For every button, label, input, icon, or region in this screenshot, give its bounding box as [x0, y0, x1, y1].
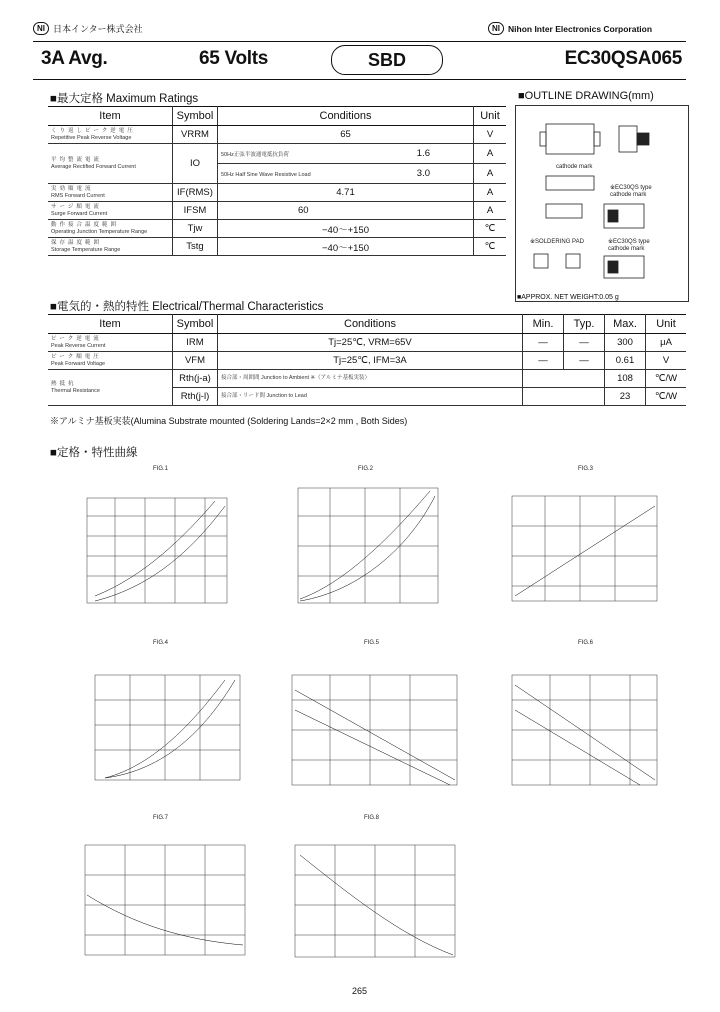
- fig-3: FIG.3: [490, 466, 675, 616]
- device-type-badge: SBD: [331, 45, 443, 75]
- cathode-mark-label: cathode mark: [608, 246, 645, 252]
- table-row: Rth(j-l) 接合部・リード間 Junction to Lead 23 ℃/W: [48, 388, 686, 406]
- fig-2-plot: [270, 466, 455, 616]
- table-row: サージ順電流 Surge Forward Current IFSM 60 A: [48, 202, 506, 220]
- table-row: 50Hz Half Sine Wave Resistive Load 3.0 A: [48, 164, 506, 184]
- max-ratings-table: [48, 106, 506, 256]
- alumina-note: ※アルミナ基板実装(Alumina Substrate mounted (Soldering Lands=2×2 mm , Both Sides): [50, 416, 408, 426]
- outline-heading: ■OUTLINE DRAWING(mm): [518, 90, 654, 102]
- col-item: Item: [48, 107, 173, 126]
- fig-3-plot: [490, 466, 675, 616]
- electrical-heading: ■電気的・熱的特性 Electrical/Thermal Characteristics: [50, 301, 324, 313]
- fig-6: FIG.6: [490, 640, 675, 800]
- fig-8: FIG.8: [270, 815, 460, 975]
- col-symbol: Symbol: [173, 107, 218, 126]
- right-company-name: Nihon Inter Electronics Corporation: [508, 23, 653, 34]
- fig-5: FIG.5: [270, 640, 460, 800]
- electrical-table: Item Symbol Conditions Min. Typ. Max. Unit ピーク逆電流 Peak Reverse Current IRM Tj=25℃, VRM=65V — — 300 μA ピーク順電圧 Peak Forward Voltage VFM Tj=25℃, IFM=3A — — 0.61 V 熱抵抗 Thermal Resistance Rth(j-a) 接合部・周囲間 Junction to Ambient ※（アルミナ基板実装） 108 ℃/W Rth(j-l) 接合部・リード間 Junction to Lead 23 ℃/W: [48, 314, 686, 406]
- fig-2: FIG.2: [270, 466, 455, 616]
- fig-4: FIG.4: [65, 640, 250, 800]
- ec30qs-type-label: ※EC30QS type: [608, 239, 650, 245]
- net-weight: ■APPROX. NET WEIGHT:0.05 g: [517, 294, 619, 301]
- ec30qs-type-label: ※EC30QS type: [610, 185, 652, 191]
- fig-7-plot: [65, 815, 250, 975]
- col-unit: Unit: [474, 107, 507, 126]
- table-row: 熱抵抗 Thermal Resistance Rth(j-a) 接合部・周囲間 Junction to Ambient ※（アルミナ基板実装） 108 ℃/W: [48, 370, 686, 388]
- table-row: ピーク逆電流 Peak Reverse Current IRM Tj=25℃, VRM=65V — — 300 μA: [48, 334, 686, 352]
- soldering-pad-label: ※SOLDERING PAD: [530, 239, 584, 245]
- cathode-mark-label: cathode mark: [610, 192, 647, 198]
- table-row: 保存温度範囲 Storage Temperature Range Tstg −40〜+150 ℃: [48, 238, 506, 256]
- part-number: EC30QSA065: [564, 48, 682, 69]
- col-conditions: Conditions: [218, 107, 474, 126]
- fig-7: FIG.7: [65, 815, 250, 975]
- fig-5-plot: [270, 640, 460, 800]
- fig-8-plot: [270, 815, 460, 975]
- table-row: くり返しピーク逆電圧 Repetitive Peak Reverse Voltage VRRM 65 V: [48, 126, 506, 144]
- left-company-name: 日本インター株式会社: [53, 24, 143, 34]
- ni-logo-icon: NI: [33, 22, 49, 35]
- table-row: 実効順電流 RMS Forward Current IF(RMS) 4.71 A: [48, 184, 506, 202]
- package-drawing: [516, 106, 688, 301]
- ni-logo-icon: NI: [488, 22, 504, 35]
- table-row: ピーク順電圧 Peak Forward Voltage VFM Tj=25℃, IFM=3A — — 0.61 V: [48, 352, 686, 370]
- cathode-mark-label: cathode mark: [556, 164, 593, 170]
- table-row: 平均整流電流 Average Rectified Forward Current IO 50Hz正弦半波通電抵抗負荷 1.6 A: [48, 144, 506, 164]
- fig-1-plot: [65, 466, 250, 616]
- left-logo: [33, 22, 143, 35]
- curves-heading: ■定格・特性曲線: [50, 447, 138, 459]
- outline-drawing: [515, 105, 689, 302]
- fig-6-plot: [490, 640, 675, 800]
- voltage-rating: 65 Volts: [199, 48, 269, 69]
- page-number: 265: [352, 986, 368, 996]
- title-bar: [33, 41, 686, 80]
- fig-1: FIG.1: [65, 466, 250, 616]
- fig-4-plot: [65, 640, 250, 800]
- max-ratings-heading: ■最大定格 Maximum Ratings: [50, 93, 199, 105]
- table-row: 動作接合温度範囲 Operating Junction Temperature Range Tjw −40〜+150 ℃: [48, 220, 506, 238]
- current-rating: 3A Avg.: [41, 48, 108, 69]
- right-logo: [488, 22, 652, 35]
